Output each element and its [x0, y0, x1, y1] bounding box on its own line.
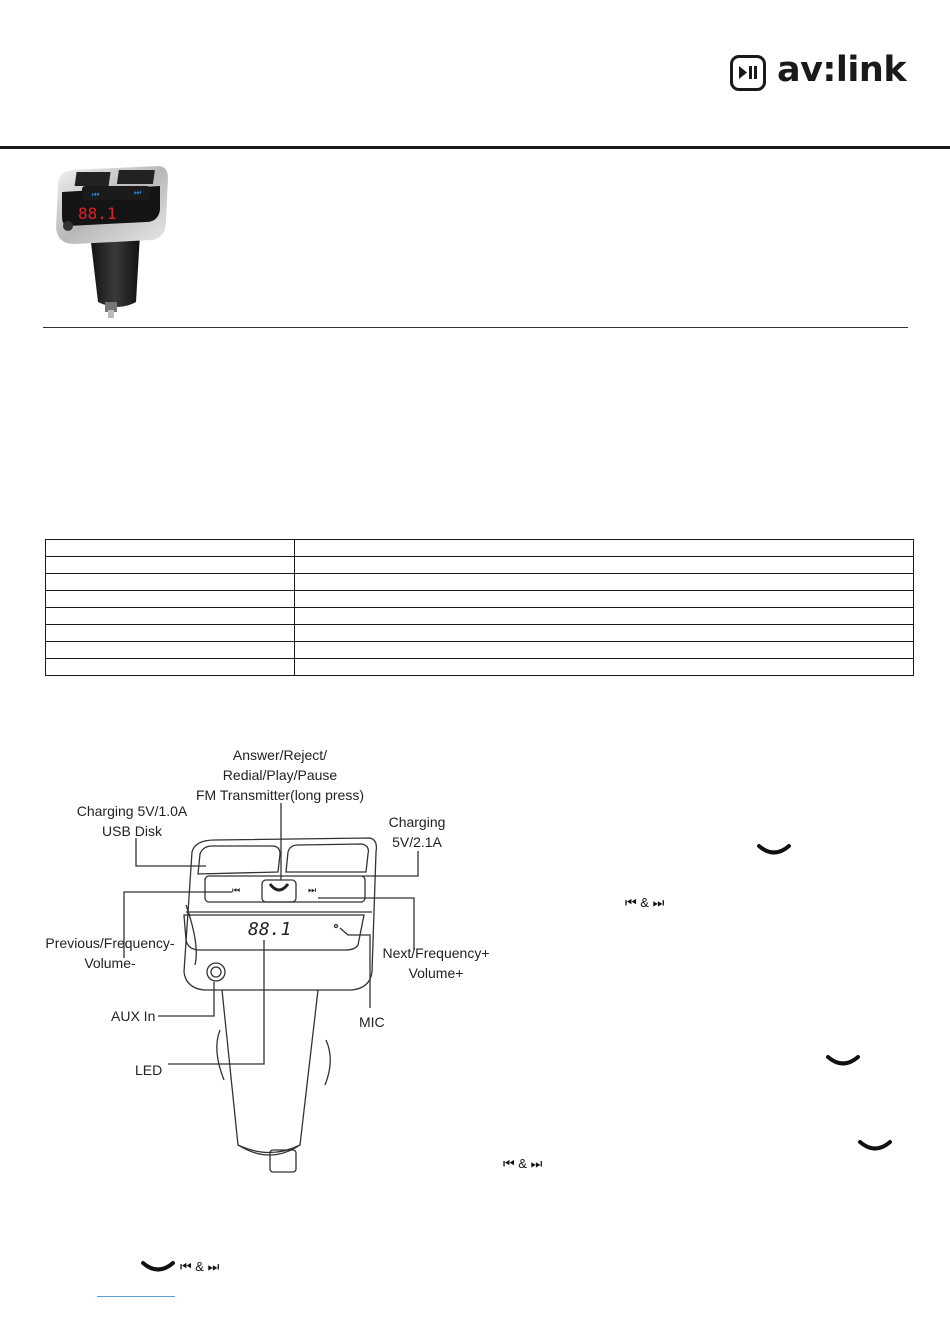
phone-icon [756, 843, 792, 857]
phone-icon [825, 1054, 861, 1068]
svg-text:⏭: ⏭ [134, 188, 142, 197]
link-underline[interactable] [97, 1296, 175, 1297]
prev-icon: ⏮ [232, 886, 241, 896]
phone-icon [270, 884, 288, 890]
svg-text:⏮: ⏮ [92, 190, 100, 199]
table-row [46, 574, 914, 591]
label-led: LED [135, 1062, 163, 1078]
label-charging-1a: Charging 5V/1.0A USB Disk [76, 803, 188, 839]
brand-name: av:link [777, 50, 907, 90]
header-rule [0, 146, 950, 149]
label-aux: AUX In [111, 1008, 156, 1024]
table-row [46, 540, 914, 557]
label-mic: MIC [359, 1014, 385, 1030]
prev-next-icons: ⏮ & ⏭ [503, 1156, 543, 1171]
table-row [46, 659, 914, 676]
spec-table [45, 539, 914, 676]
product-photo [48, 162, 173, 322]
product-display-text: 88.1 [78, 204, 117, 223]
table-row [46, 642, 914, 659]
diagram-display-text: 88.1 [248, 919, 292, 940]
prev-next-icons: ⏮ & ⏭ [625, 895, 665, 910]
label-previous: Previous/Frequency- Volume- [45, 935, 175, 971]
section-rule [43, 327, 908, 328]
phone-icon [857, 1139, 893, 1153]
table-row [46, 608, 914, 625]
table-row [46, 557, 914, 574]
play-pause-icon [730, 55, 766, 91]
label-answer: Answer/Reject/ Redial/Play/Pause FM Transmitter(long press) [195, 747, 365, 803]
brand-logo [730, 52, 910, 98]
table-row [46, 625, 914, 642]
table-row [46, 591, 914, 608]
label-next: Next/Frequency+ Volume+ [382, 945, 490, 981]
label-charging-2a: Charging 5V/2.1A [388, 814, 446, 850]
next-icon: ⏭ [308, 886, 317, 896]
prev-next-icons: ⏮ & ⏭ [180, 1259, 220, 1274]
phone-icon [140, 1260, 176, 1274]
